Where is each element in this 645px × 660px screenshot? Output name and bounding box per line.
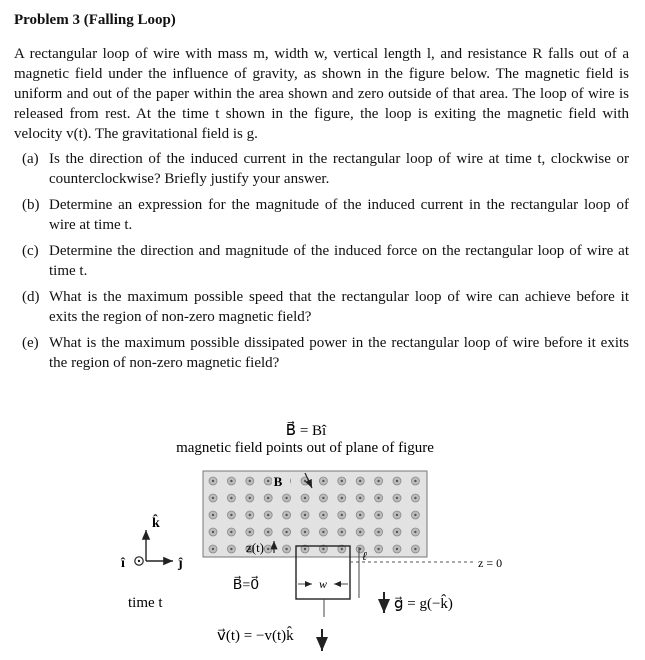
field-dot-center [285,514,287,516]
part-label: (e) [22,335,39,351]
field-dot-center [212,548,214,550]
question-part-a [14,150,629,189]
b-label: B⃗ [273,474,293,489]
field-dot-center [377,548,379,550]
field-dot-center [249,480,251,482]
field-dot-center [396,531,398,533]
field-dot-center [304,514,306,516]
field-dot-center [249,497,251,499]
field-dot-center [267,480,269,482]
field-dot-center [377,497,379,499]
field-dot-center [212,480,214,482]
axis-i-label: î [121,556,125,571]
field-dot-center [304,497,306,499]
part-text: Is the direction of the induced current in the rectangular loop of wire at time t, clockwise or counterclockwise? Briefly justify your answer. [49,151,629,187]
field-dot-center [267,514,269,516]
field-dot-center [230,548,232,550]
field-dot-center [414,497,416,499]
field-dot-center [377,480,379,482]
field-dot-center [396,514,398,516]
part-label: (c) [22,243,39,259]
field-dot-center [304,531,306,533]
part-label: (b) [22,197,40,213]
axis-j-label: ĵ [178,556,183,571]
field-dot-center [359,531,361,533]
field-dot-center [359,497,361,499]
falling-loop-figure [0,405,645,660]
field-dot-center [230,497,232,499]
field-dot-center [285,531,287,533]
question-part-c [14,242,629,281]
field-caption: magnetic field points out of plane of figure [176,440,434,456]
field-dot-center [396,497,398,499]
field-dot-center [341,514,343,516]
part-text: What is the maximum possible dissipated power in the rectangular loop of wire before it exits the region of non-zero magnetic field? [49,335,629,371]
field-dot-center [396,548,398,550]
time-label: time t [128,595,163,611]
b-zero-label: B⃗=0⃗ [232,578,260,593]
field-dot-center [414,531,416,533]
gravity-label: g⃗ = g(−k̂) [394,596,453,612]
field-dot-center [249,514,251,516]
question-part-e [14,334,629,373]
question-part-d [14,288,629,327]
field-dot-center [322,531,324,533]
field-dot-center [377,531,379,533]
field-dot-center [322,548,324,550]
field-dot-center [341,531,343,533]
problem-statement: A rectangular loop of wire with mass m, width w, vertical length l, and resistance R falls out of a magnetic field under the influence of gravity, as shown in the figure below. The magnetic field is uniform and out of the paper within the area shown and zero outside of that area. The loop of wire is released from rest. At the time t shown in the figure, the loop is exiting the magnetic field with velocity v(t). The gravitational field is g. [14,46,629,142]
field-dot-center [230,514,232,516]
field-dot-center [322,514,324,516]
field-dot-center [230,531,232,533]
field-dot-center [212,531,214,533]
field-dot-center [359,514,361,516]
field-dot-center [414,548,416,550]
z-of-t-label: z(t) [245,540,265,555]
field-dot-center [341,497,343,499]
question-part-b [14,196,629,235]
z-zero-label: z = 0 [478,556,503,570]
field-dot-center [267,548,269,550]
field-dot-center [359,480,361,482]
figure-svg [0,405,645,660]
part-text: Determine the direction and magnitude of the induced force on the rectangular loop of wire at time t. [49,243,629,279]
field-dot-center [230,480,232,482]
field-dot-center [414,480,416,482]
field-dot-center [285,497,287,499]
field-dot-center [267,497,269,499]
field-dot-center [377,514,379,516]
part-label: (a) [22,151,39,167]
field-dot-center [249,531,251,533]
length-label: ℓ [362,549,367,563]
field-dot-center [396,480,398,482]
width-label: w [318,577,328,591]
axis-i-dot [138,560,140,562]
field-dot-center [304,548,306,550]
part-label: (d) [22,289,40,305]
field-dot-center [212,497,214,499]
field-dot-center [285,548,287,550]
problem-title: Problem 3 (Falling Loop) [14,12,176,28]
part-text: Determine an expression for the magnitude of the induced current in the rectangular loop of wire at time t. [49,197,629,233]
field-dot-center [341,480,343,482]
field-equation: B⃗ = Bî [285,423,327,439]
field-dot-center [322,497,324,499]
question-parts [14,150,629,380]
part-text: What is the maximum possible speed that the rectangular loop of wire can achieve before it exits the region of non-zero magnetic field? [49,289,629,325]
velocity-label: v⃗(t) = −v(t)k̂ [217,628,294,644]
field-dot-center [267,531,269,533]
field-dot-center [341,548,343,550]
field-dot-center [212,514,214,516]
field-dot-center [414,514,416,516]
field-dot-center [322,480,324,482]
axis-k-label: k̂ [152,516,160,531]
field-dot-center [304,480,306,482]
